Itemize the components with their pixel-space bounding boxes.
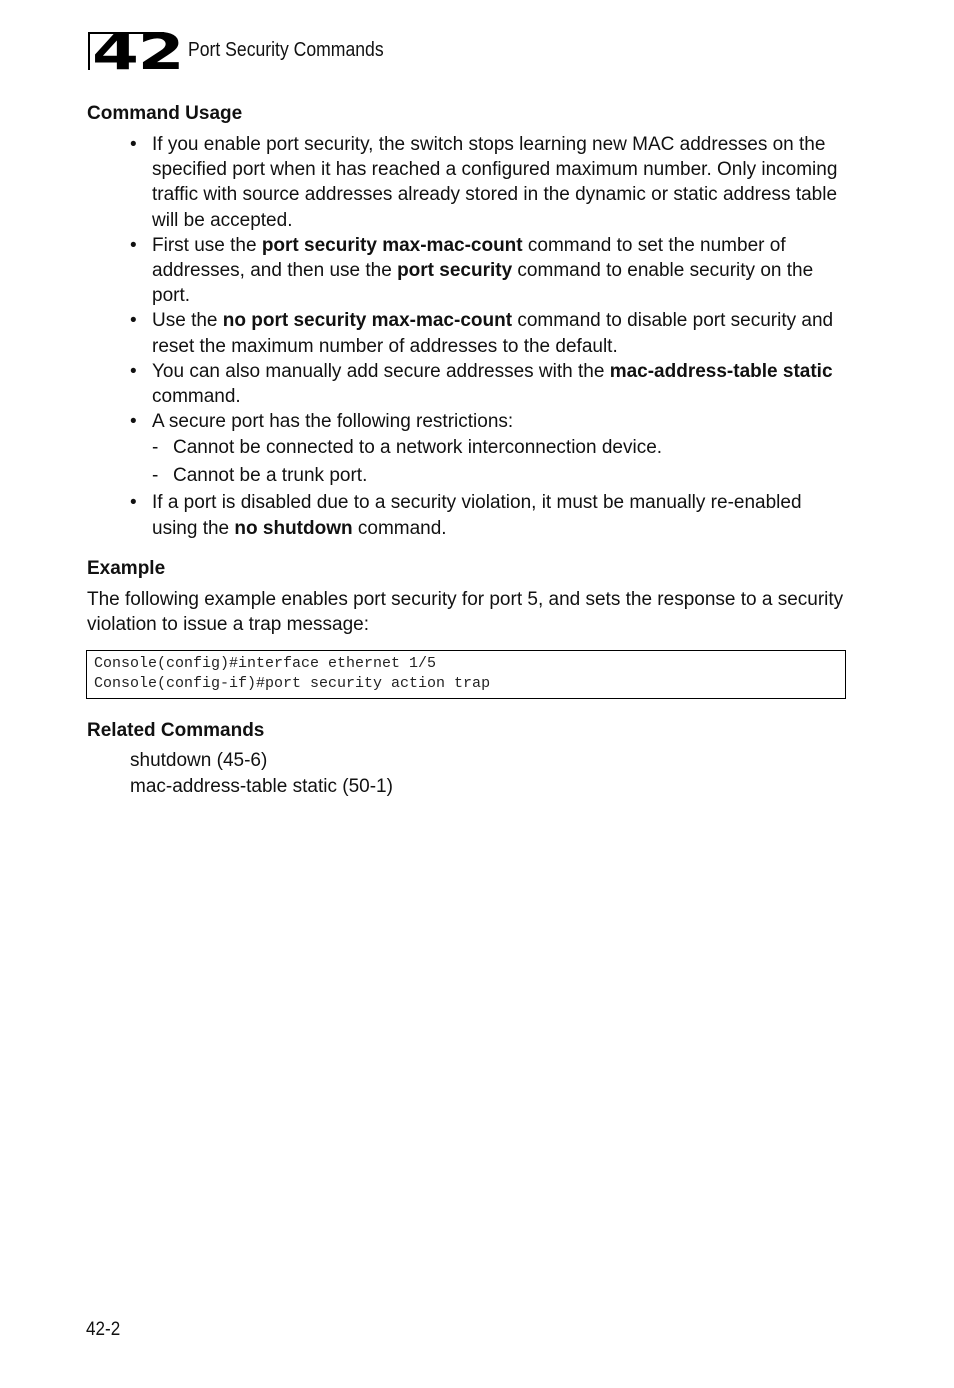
restriction-list	[152, 434, 850, 490]
bullet-icon: •	[130, 134, 137, 155]
example-description: The following example enables port security for port 5, and sets the response to a security violation to issue a trap message:	[87, 589, 844, 635]
bullet-icon: •	[130, 492, 137, 514]
command-usage-list	[130, 132, 850, 541]
code-example	[86, 650, 846, 699]
bullet-icon: •	[130, 360, 137, 382]
command-name: mac-address-table static	[609, 360, 833, 382]
usage-text: If you enable port security, the switch stops learning new MAC addresses on the specified port when it has reached a configured maximum number. Only incoming traffic with source addresses already stored in the dynamic or static address table will be accepted.	[152, 134, 838, 231]
bullet-icon: •	[130, 234, 137, 256]
usage-bullet-item	[130, 490, 850, 540]
restriction-item	[152, 434, 850, 462]
bullet-icon: •	[130, 310, 137, 332]
command-name: port security max-mac-count	[261, 234, 523, 256]
chapter-number: 42	[92, 23, 184, 81]
code-line: Console(config-if)#port security action trap	[94, 675, 491, 692]
dash-icon: -	[152, 437, 159, 459]
command-name: no shutdown	[234, 517, 353, 539]
related-commands-heading: Related Commands	[87, 720, 265, 741]
usage-bullet-item	[130, 409, 850, 490]
example-heading: Example	[87, 558, 166, 579]
related-commands-list	[130, 748, 393, 800]
usage-text: command.	[352, 517, 447, 539]
related-command-item[interactable]: shutdown (45-6)	[130, 750, 268, 771]
usage-text: command to enable security on the port.	[152, 260, 814, 307]
bullet-icon: •	[130, 411, 137, 433]
usage-text: First use the	[152, 234, 262, 256]
dash-icon: -	[152, 465, 159, 487]
usage-bullet-item	[130, 308, 850, 358]
usage-text: command.	[152, 386, 241, 408]
chapter-title: Port Security Commands	[188, 39, 384, 61]
command-usage-heading: Command Usage	[87, 103, 243, 124]
code-line: Console(config)#interface ethernet 1/5	[94, 655, 437, 672]
restriction-text: Cannot be a trunk port.	[173, 465, 368, 487]
usage-text: You can also manually add secure addresses with the	[152, 360, 610, 382]
usage-text: command to disable port security and reset the maximum number of addresses to the default.	[152, 310, 834, 357]
usage-text: If a port is disabled due to a security violation, it must be manually re-enabled using the	[152, 492, 802, 539]
usage-bullet-item	[130, 233, 850, 309]
restriction-item	[152, 462, 850, 490]
usage-bullet-item	[130, 132, 850, 233]
usage-text: Use the	[152, 310, 223, 332]
usage-text: command to set the number of addresses, and then use the	[152, 234, 786, 282]
usage-bullet-item	[130, 359, 850, 409]
related-command-item[interactable]: mac-address-table static (50-1)	[130, 776, 393, 797]
command-name: port security	[397, 260, 513, 282]
restriction-text: Cannot be connected to a network interconnection device.	[173, 437, 663, 459]
usage-text: A secure port has the following restrictions:	[152, 411, 514, 433]
page-number: 42-2	[86, 1319, 121, 1340]
command-name: no port security max-mac-count	[222, 310, 513, 332]
